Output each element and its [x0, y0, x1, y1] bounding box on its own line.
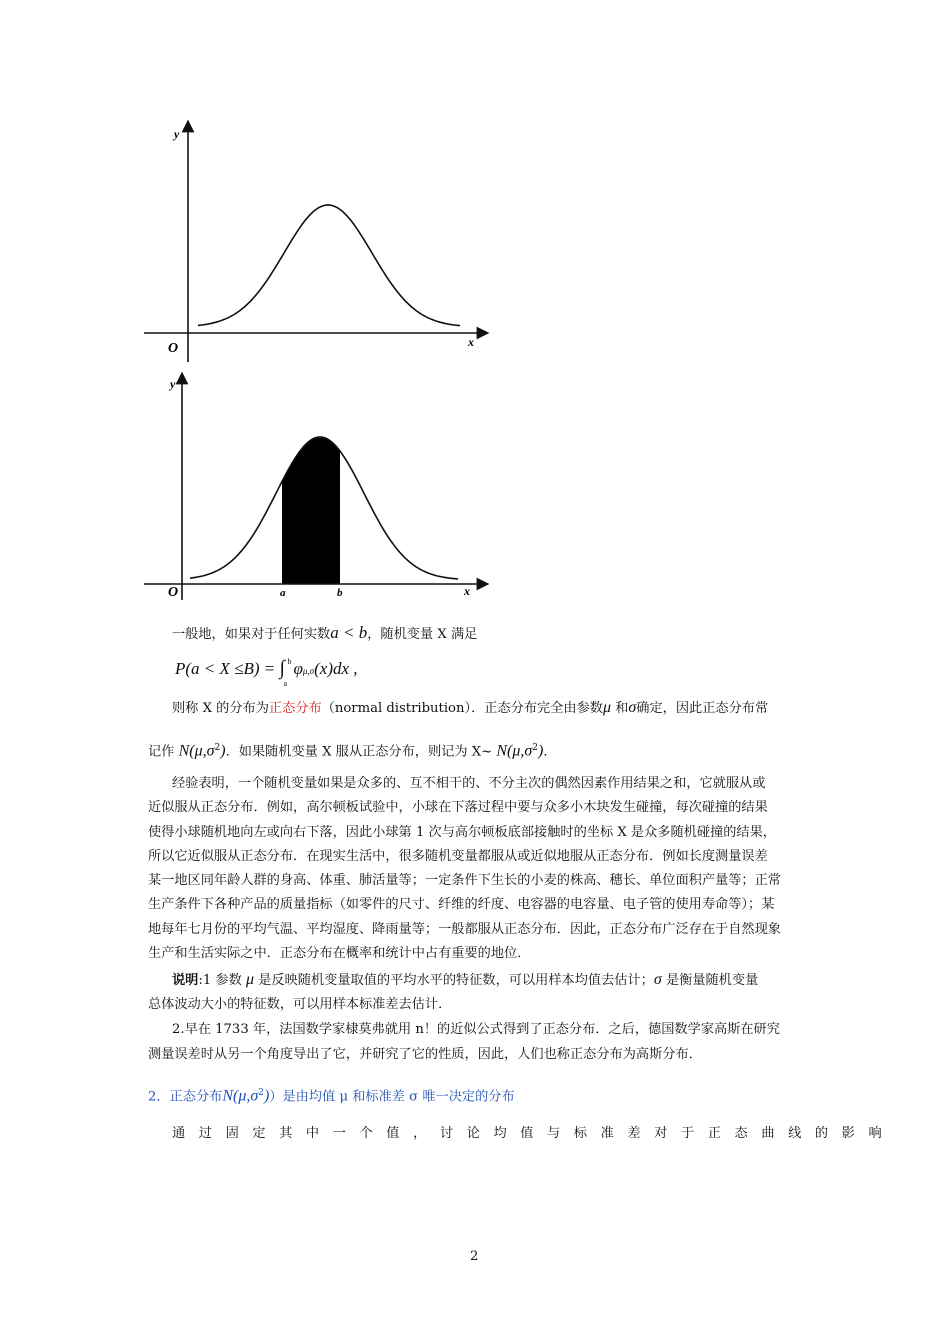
page-number: 2	[470, 1249, 479, 1264]
main-paragraph	[148, 772, 788, 966]
origin-label: O	[168, 341, 179, 356]
b-label: b	[337, 587, 343, 599]
y-axis-label: y	[174, 127, 180, 141]
shaded-area-figure	[138, 372, 498, 607]
para-line: 某一地区同年龄人群的身高、体重、肺活量等；一定条件下生长的小麦的株高、穗长、单位面积产量等；正常	[148, 873, 781, 889]
note-line-2: 总体波动大小的特征数，可以用样本标准差去估计．	[148, 997, 452, 1012]
notation-line: 记作 $N(\mu,\sigma^2)$．如果随机变量 X 服从正态分布，则记为 X~ $N(\mu,\sigma^2)$．	[148, 742, 557, 760]
intro-line: 一般地，如果对于任何实数a < b，随机变量 X 满足	[172, 623, 478, 642]
para-line: 地每年七月份的平均气温、平均湿度、降雨量等；一般都服从正态分布．因此，正态分布广泛存在于自然现象	[148, 921, 781, 937]
x-axis-label: x	[464, 584, 470, 598]
integral-upper: b	[287, 657, 292, 666]
note2-line-1: 2.早在 1733 年，法国数学家棣莫弗就用 n！的近似公式得到了正态分布．之后，德国数学家高斯在研究	[172, 1022, 780, 1037]
para-line: 经验表明，一个随机变量如果是众多的、互不相干的、不分主次的偶然因素作用结果之和，它就服从或	[172, 776, 766, 791]
para-line: 近似服从正态分布．例如，高尔顿板试验中，小球在下落过程中要与众多小木块发生碰撞，每次碰撞的结果	[148, 800, 768, 816]
a-label: a	[280, 587, 286, 599]
normal-curve-figure	[138, 118, 498, 368]
normal-distribution-term: 正态分布	[268, 701, 322, 716]
origin-label: O	[168, 585, 179, 600]
note-line-1: 说明:1 参数 μ 是反映随机变量取值的平均水平的特征数，可以用样本均值去估计；σ 是衡量随机变量	[172, 971, 759, 988]
para-line: 使得小球随机地向左或向右下落，因此小球第 1 次与高尔顿板底部接触时的坐标 X 是众多随机碰撞的结果，	[148, 824, 776, 840]
shaded-region	[282, 437, 340, 584]
para-line: 生产条件下各种产品的质量指标（如零件的尺寸、纤维的纤度、电容器的电容量、电子管的使用寿命等）；某	[148, 897, 775, 913]
y-axis-label: y	[170, 377, 176, 391]
section-heading: 2．正态分布$N(\mu,\sigma^2)$）是由均值 μ 和标准差 σ 唯一决定的分布	[148, 1087, 515, 1105]
normal-curve	[198, 205, 460, 326]
para-line: 所以它近似服从正态分布．在现实生活中，很多随机变量都服从或近似地服从正态分布．例如长度测量误差	[148, 848, 768, 864]
integral-sign: ∫	[279, 657, 285, 679]
definition-line: 则称 X 的分布为正态分布（normal distribution）．正态分布完全由参数μ 和σ确定，因此正态分布常	[172, 699, 769, 716]
note2-line-2: 测量误差时从另一个角度导出了它，并研究了它的性质，因此，人们也称正态分布为高斯分布．	[148, 1047, 702, 1062]
integral-lower: a	[283, 679, 288, 688]
x-axis-label: x	[468, 335, 474, 349]
inequality: a < b	[330, 623, 368, 642]
probability-formula: P(a < X ≤B) = ∫ b a φμ,σ(x)dx ,	[175, 660, 358, 679]
para-line: 生产和生活实际之中．正态分布在概率和统计中占有重要的地位．	[148, 946, 531, 962]
spaced-line: 通过固定其中一个值，讨论均值与标准差对于正态曲线的影响	[172, 1126, 896, 1141]
